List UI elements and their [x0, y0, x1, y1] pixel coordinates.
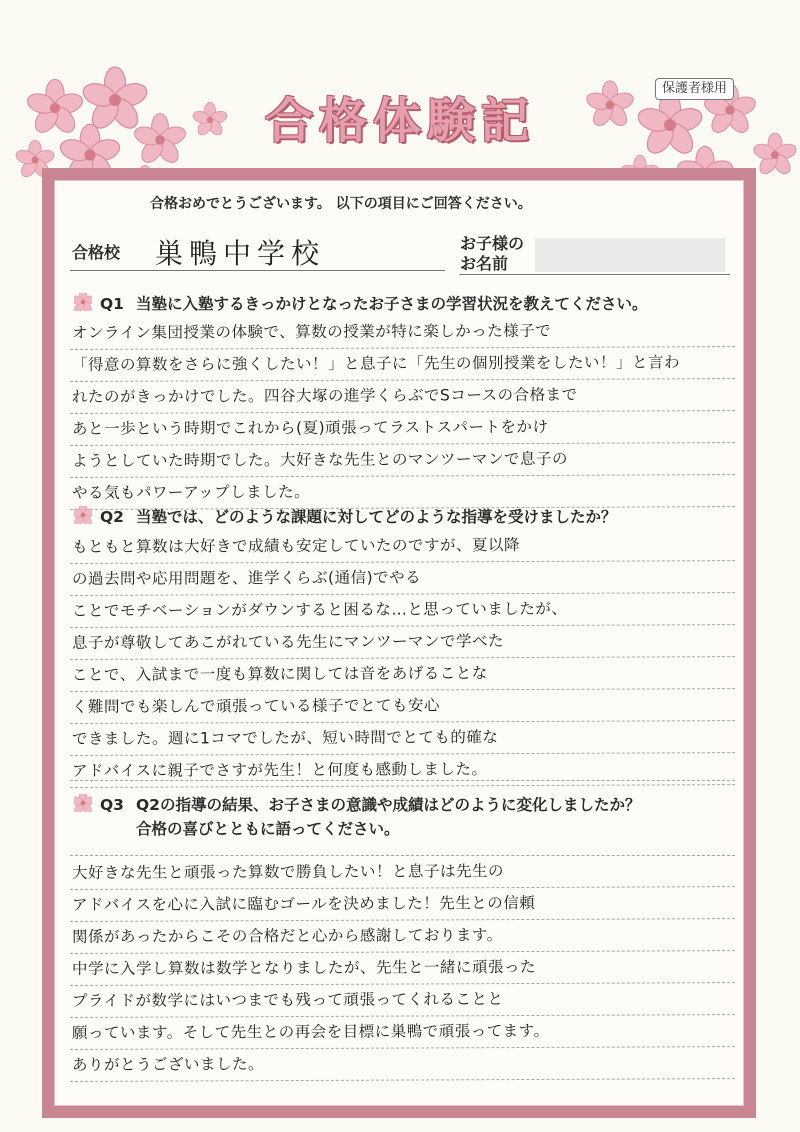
question-3-number: Q3	[100, 796, 124, 814]
answer-line: の過去問や応用問題を、進学くらぶ(通信)でやる	[70, 561, 735, 596]
answer-1	[70, 318, 735, 510]
question-2-heading	[100, 505, 617, 527]
page-title: 合格体験記	[264, 93, 535, 149]
question-1-text: 当塾に入塾するきっかけとなったお子さまの学習状況を教えてください。	[136, 295, 648, 313]
answer-line: アドバイスを心に入試に臨むゴールを決めました！先生との信頼	[70, 887, 735, 922]
question-1-number: Q1	[100, 295, 124, 313]
answer-line: あと一歩という時期でこれから(夏)頑張ってラストスパートをかけ	[70, 411, 735, 446]
answer-line: 中学に入学し算数は数学となりましたが、先生と一緒に頑張った	[70, 951, 735, 986]
answer-line: 願っています。そして先生との再会を目標に巣鴨で頑張ってます。	[70, 1015, 735, 1050]
child-name-label-line1: お子様の	[460, 234, 525, 253]
answer-2	[70, 532, 735, 788]
answer-line: ようとしていた時期でした。大好きな先生とのマンツーマンで息子の	[70, 443, 735, 478]
school-value: 巣鴨中学校	[155, 237, 326, 270]
answer-line: ありがとうございました。	[70, 1047, 735, 1082]
answer-line: できました。週に1コマでしたが、短い時間でとても的確な	[70, 721, 735, 756]
question-3-subtext: 合格の喜びとともに語ってください。	[136, 820, 400, 838]
school-underline	[70, 270, 445, 271]
answer-line: 「得意の算数をさらに強くしたい！」と息子に「先生の個別授業をしたい！」と言わ	[70, 347, 735, 382]
school-label: 合格校	[72, 243, 121, 262]
answer-line: プライドが数学にはいつまでも残って頑張ってくれることと	[70, 983, 735, 1018]
question-3-heading	[100, 793, 640, 815]
answer-line: 息子が尊敬してあこがれている先生にマンツーマンで学べた	[70, 625, 735, 660]
answer-line: ことでモチベーションがダウンすると困るな…と思っていましたが、	[70, 593, 735, 628]
cherry-blossom-icon	[74, 794, 92, 812]
question-2-text: 当塾では、どのような課題に対してどのような指導を受けましたか？	[136, 508, 617, 526]
answer-line: オンライン集団授業の体験で、算数の授業が特に楽しかった様子で	[70, 315, 735, 350]
question-3-text: Q2の指導の結果、お子さまの意識や成績はどのように変化しましたか？	[136, 796, 641, 814]
answer-line: く難問でも楽しんで頑張っている様子でとても安心	[70, 689, 735, 724]
answer-line: アドバイスに親子でさすが先生！と何度も感動しました。	[70, 753, 735, 788]
answer-line: 関係があったからこその合格だと心から感謝しております。	[70, 919, 735, 954]
answer-line: れたのがきっかけでした。四谷大塚の進学くらぶでSコースの合格まで	[70, 379, 735, 414]
answer-line: やる気もパワーアップしました。	[70, 475, 735, 510]
child-name-label	[460, 234, 524, 274]
blank-rule-line	[70, 780, 735, 781]
answer-3	[70, 858, 735, 1082]
cherry-blossom-icon	[74, 293, 92, 311]
question-2-number: Q2	[100, 508, 124, 526]
answer-line: もともと算数は大好きで成績も安定していたのですが、夏以降	[70, 529, 735, 564]
intro-text: 合格おめでとうございます。 以下の項目にご回答ください。	[150, 196, 532, 212]
answer-line: 大好きな先生と頑張った算数で勝負したい！と息子は先生の	[70, 855, 735, 890]
child-name-underline	[460, 274, 730, 275]
cherry-blossom-icon	[74, 506, 92, 524]
audience-badge: 保護者様用	[655, 78, 734, 100]
answer-line: ことで、入試まで一度も算数に関しては音をあげることな	[70, 657, 735, 692]
question-1-heading	[100, 292, 648, 314]
child-name-label-line2: お名前	[460, 254, 509, 273]
redacted-name	[535, 238, 725, 272]
